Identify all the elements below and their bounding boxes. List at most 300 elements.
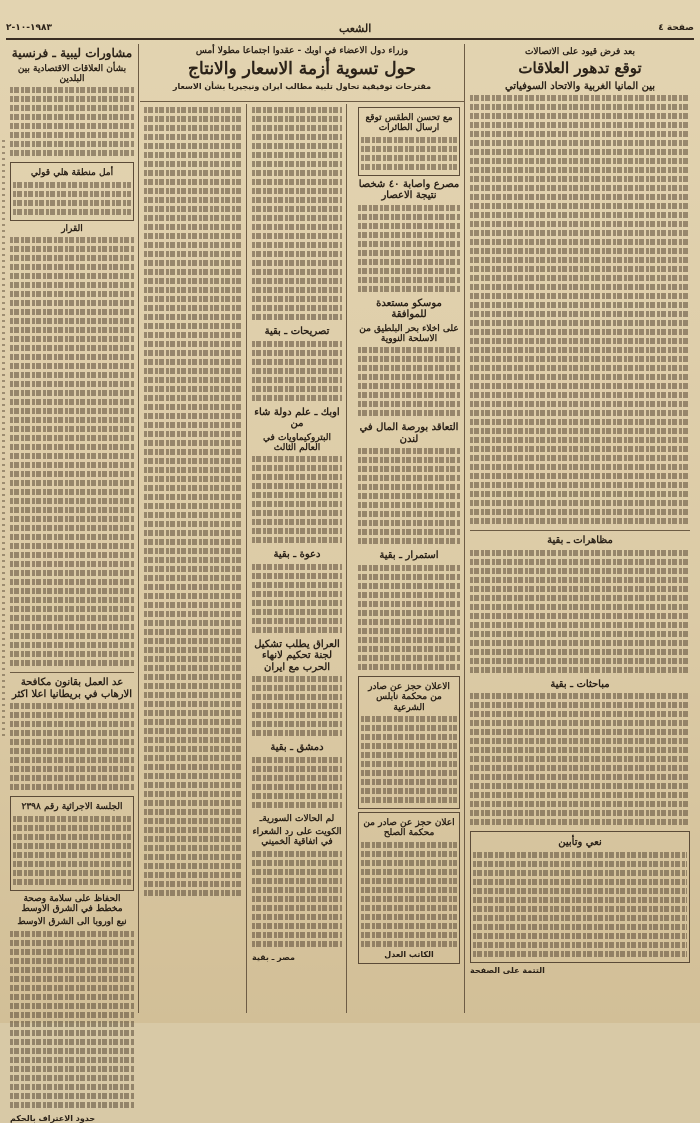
text-line	[144, 593, 242, 599]
text-line	[473, 906, 687, 912]
text-line	[10, 114, 134, 120]
text-line	[252, 676, 342, 682]
text-line	[252, 125, 342, 131]
text-line	[358, 250, 460, 256]
text-line	[10, 561, 134, 567]
text-line	[470, 428, 690, 434]
text-line	[361, 896, 457, 902]
text-line	[10, 516, 134, 522]
text-line	[470, 320, 690, 326]
article-headline: توقع تدهور العلاقات	[518, 59, 642, 78]
text-line	[252, 932, 342, 938]
text-line	[144, 728, 242, 734]
text-line	[144, 197, 242, 203]
text-line	[470, 550, 690, 556]
text-line	[361, 914, 457, 920]
text-line	[144, 251, 242, 257]
text-line	[470, 774, 690, 780]
text-line	[470, 104, 690, 110]
text-line	[470, 801, 690, 807]
text-line	[144, 566, 242, 572]
news-box	[358, 107, 460, 176]
text-line	[361, 851, 457, 857]
text-line	[144, 377, 242, 383]
text-line	[10, 739, 134, 745]
text-line	[144, 215, 242, 221]
article-body	[252, 107, 342, 320]
text-line	[473, 861, 687, 867]
text-line	[252, 188, 342, 194]
text-line	[358, 655, 460, 661]
text-line	[10, 291, 134, 297]
text-line	[144, 584, 242, 590]
text-line	[470, 158, 690, 164]
text-line	[470, 302, 690, 308]
text-line	[470, 167, 690, 173]
text-line	[252, 260, 342, 266]
text-line	[13, 879, 131, 885]
text-line	[10, 435, 134, 441]
text-line	[470, 95, 690, 101]
text-line	[252, 224, 342, 230]
text-line	[252, 519, 342, 525]
text-line	[144, 458, 242, 464]
text-line	[361, 905, 457, 911]
text-line	[10, 1012, 134, 1018]
text-line	[470, 604, 690, 610]
text-line	[358, 241, 460, 247]
text-line	[10, 390, 134, 396]
text-line	[10, 651, 134, 657]
column-rule	[464, 44, 465, 1013]
text-line	[10, 426, 134, 432]
article-body	[470, 693, 690, 825]
text-line	[252, 278, 342, 284]
text-line	[144, 710, 242, 716]
text-line	[10, 931, 134, 937]
article-body	[10, 237, 134, 666]
text-line	[361, 734, 457, 740]
text-line	[470, 482, 690, 488]
text-line	[470, 738, 690, 744]
text-line	[470, 365, 690, 371]
text-line	[361, 932, 457, 938]
text-line	[10, 748, 134, 754]
newspaper-brand: الشعب	[338, 21, 372, 35]
text-line	[470, 347, 690, 353]
article-body	[144, 107, 242, 896]
article-headline: مصرع واصابة ٤٠ شخصا نتيجة الاعصار	[358, 178, 460, 202]
text-line	[470, 577, 690, 583]
text-line	[358, 520, 460, 526]
text-line	[470, 248, 690, 254]
text-line	[10, 949, 134, 955]
article-body	[358, 205, 460, 292]
text-line	[252, 573, 342, 579]
text-line	[144, 665, 242, 671]
text-line	[473, 852, 687, 858]
banner-lead: مقترحات توفيقية تحاول تلبية مطالب ايران ونيجيريا بشأن الاسعار	[172, 82, 432, 91]
text-line	[10, 1039, 134, 1045]
text-line	[144, 395, 242, 401]
text-line	[144, 575, 242, 581]
text-line	[470, 464, 690, 470]
text-line	[144, 719, 242, 725]
text-line	[361, 878, 457, 884]
text-line	[144, 161, 242, 167]
text-line	[470, 194, 690, 200]
text-line	[144, 188, 242, 194]
text-line	[144, 764, 242, 770]
article-body	[252, 564, 342, 633]
text-line	[358, 356, 460, 362]
text-line	[361, 725, 457, 731]
article-body	[252, 757, 342, 808]
text-line	[252, 197, 342, 203]
text-line	[470, 622, 690, 628]
text-line	[473, 870, 687, 876]
text-line	[470, 473, 690, 479]
text-line	[470, 693, 690, 699]
text-line	[144, 503, 242, 509]
text-line	[252, 215, 342, 221]
text-line	[252, 377, 342, 383]
text-line	[144, 260, 242, 266]
text-line	[144, 413, 242, 419]
text-line	[144, 512, 242, 518]
legal-notice	[358, 812, 460, 964]
text-line	[252, 251, 342, 257]
text-line	[470, 311, 690, 317]
text-line	[252, 179, 342, 185]
text-line	[10, 766, 134, 772]
text-line	[144, 674, 242, 680]
text-line	[358, 365, 460, 371]
section-heading: اوبك ـ علم دولة شاء من	[254, 406, 340, 429]
text-line	[144, 890, 242, 896]
text-line	[252, 860, 342, 866]
text-line	[144, 872, 242, 878]
masthead	[6, 18, 694, 40]
text-line	[252, 914, 342, 920]
text-line	[13, 861, 131, 867]
text-line	[13, 816, 131, 822]
text-line	[470, 266, 690, 272]
text-line	[144, 845, 242, 851]
text-line	[10, 597, 134, 603]
text-line	[144, 296, 242, 302]
text-line	[252, 386, 342, 392]
article-kicker: مع تحسن الطقس توقع ارسال الطائرات	[365, 113, 453, 134]
text-line	[252, 314, 342, 320]
column-mid-right	[354, 104, 464, 1015]
text-line	[252, 206, 342, 212]
column-rule	[138, 44, 139, 1013]
text-line	[144, 800, 242, 806]
section-subheading: البتروكيماويات في العالم الثالث	[263, 432, 331, 453]
text-line	[252, 395, 342, 401]
text-line	[144, 440, 242, 446]
text-line	[252, 721, 342, 727]
continued-note: مصر ـ بقية	[252, 952, 295, 962]
text-line	[358, 457, 460, 463]
text-line	[358, 205, 460, 211]
text-line	[358, 277, 460, 283]
text-line	[252, 766, 342, 772]
text-line	[144, 449, 242, 455]
obituary-heading: نعي وتأبين	[558, 837, 602, 849]
text-line	[10, 300, 134, 306]
text-line	[358, 401, 460, 407]
text-line	[10, 552, 134, 558]
legal-notice	[358, 676, 460, 809]
section-heading: عد العمل بقانون مكافحة الارهاب في بريطانيا اعلا اكثر	[11, 677, 133, 700]
text-line	[252, 107, 342, 113]
article-subheadline: بين المانيا الغربية والاتحاد السوفياتي	[504, 80, 656, 92]
text-line	[10, 588, 134, 594]
text-line	[10, 417, 134, 423]
text-line	[10, 96, 134, 102]
text-line	[144, 350, 242, 356]
article-body	[358, 565, 460, 670]
text-line	[358, 466, 460, 472]
text-line	[358, 259, 460, 265]
article-body	[10, 703, 134, 790]
section-heading: استمرار ـ بقية	[379, 550, 439, 562]
article-subheadline: بشأن العلاقات الاقتصادية بين البلدين	[17, 63, 127, 85]
text-line	[10, 721, 134, 727]
text-line	[358, 538, 460, 544]
text-line	[473, 942, 687, 948]
text-line	[358, 637, 460, 643]
text-line	[470, 649, 690, 655]
column-rule	[246, 104, 247, 1013]
banner-kicker: وزراء دول الاعضاء في اوبك - عقدوا اجتماعا مطولا أمس	[195, 46, 409, 56]
text-line	[10, 273, 134, 279]
section-heading: العراق يطلب تشكيل لجنة تحكيم لانهاء الحرب مع ايران	[254, 638, 340, 673]
text-line	[10, 775, 134, 781]
text-line	[10, 354, 134, 360]
banner-headline: حول تسوية أزمة الاسعار والانتاج	[188, 59, 416, 79]
article-body	[358, 347, 460, 416]
text-line	[10, 976, 134, 982]
text-line	[10, 327, 134, 333]
text-line	[144, 539, 242, 545]
text-line	[10, 345, 134, 351]
text-line	[470, 176, 690, 182]
text-line	[252, 712, 342, 718]
text-line	[10, 87, 134, 93]
text-line	[144, 836, 242, 842]
text-line	[144, 170, 242, 176]
text-line	[252, 703, 342, 709]
text-line	[252, 582, 342, 588]
article-body	[470, 550, 690, 673]
text-line	[470, 185, 690, 191]
text-line	[10, 399, 134, 405]
text-line	[10, 150, 134, 156]
text-line	[144, 548, 242, 554]
text-line	[358, 610, 460, 616]
text-line	[10, 534, 134, 540]
text-line	[10, 633, 134, 639]
text-line	[252, 869, 342, 875]
text-line	[10, 967, 134, 973]
text-line	[13, 200, 131, 206]
text-line	[252, 537, 342, 543]
text-line	[358, 619, 460, 625]
text-line	[13, 209, 131, 215]
section-heading: الحفاظ على سلامة وصحة مخطط في الشرق الاوسط	[21, 893, 123, 914]
text-line	[358, 410, 460, 416]
text-line	[252, 609, 342, 615]
notice-heading: الجلسة الاجرائية رقم ٢٣٩٨	[21, 802, 123, 813]
text-line	[10, 703, 134, 709]
text-line	[470, 131, 690, 137]
text-line	[470, 113, 690, 119]
text-line	[470, 747, 690, 753]
text-line	[470, 203, 690, 209]
text-line	[252, 456, 342, 462]
section-subheading: الكويت على رد الشعراء في اتفاقية الخميني	[252, 827, 342, 848]
text-line	[470, 559, 690, 565]
continued-note: حدود الاعتراف بالحكم	[10, 1113, 96, 1123]
text-line	[144, 467, 242, 473]
text-line	[470, 284, 690, 290]
text-line	[470, 122, 690, 128]
text-line	[144, 368, 242, 374]
text-line	[358, 493, 460, 499]
text-line	[10, 1030, 134, 1036]
text-line	[252, 170, 342, 176]
text-line	[10, 660, 134, 666]
text-line	[144, 269, 242, 275]
text-line	[470, 658, 690, 664]
text-line	[144, 701, 242, 707]
section-heading: أمل منطقة هلي قولي	[30, 168, 114, 179]
text-line	[470, 756, 690, 762]
text-line	[10, 543, 134, 549]
text-line	[361, 146, 457, 152]
text-line	[144, 620, 242, 626]
article-body	[10, 931, 134, 1108]
text-line	[470, 595, 690, 601]
text-line	[252, 851, 342, 857]
text-line	[144, 863, 242, 869]
text-line	[470, 640, 690, 646]
text-line	[252, 287, 342, 293]
text-line	[10, 757, 134, 763]
text-line	[10, 246, 134, 252]
section-heading: دعوة ـ بقية	[273, 549, 321, 561]
text-line	[361, 797, 457, 803]
text-line	[13, 834, 131, 840]
text-line	[10, 444, 134, 450]
text-line	[144, 431, 242, 437]
text-line	[10, 141, 134, 147]
text-line	[144, 134, 242, 140]
text-line	[144, 206, 242, 212]
text-line	[13, 182, 131, 188]
text-line	[358, 347, 460, 353]
article-body	[252, 851, 342, 947]
text-line	[252, 784, 342, 790]
text-line	[10, 730, 134, 736]
text-line	[10, 1057, 134, 1063]
article-body	[252, 341, 342, 401]
text-line	[144, 359, 242, 365]
text-line	[473, 897, 687, 903]
text-line	[10, 784, 134, 790]
text-line	[10, 624, 134, 630]
text-line	[470, 230, 690, 236]
text-line	[144, 629, 242, 635]
text-line	[144, 647, 242, 653]
text-line	[252, 474, 342, 480]
text-line	[10, 309, 134, 315]
text-line	[358, 574, 460, 580]
text-line	[144, 755, 242, 761]
notice-signature: الكاتب العدل	[384, 949, 434, 959]
text-line	[10, 498, 134, 504]
text-line	[470, 140, 690, 146]
text-line	[10, 480, 134, 486]
text-line	[358, 529, 460, 535]
text-line	[252, 341, 342, 347]
text-line	[470, 455, 690, 461]
text-line	[144, 683, 242, 689]
text-line	[10, 318, 134, 324]
column-right	[466, 44, 694, 1015]
text-line	[361, 860, 457, 866]
text-line	[358, 223, 460, 229]
section-heading: مظاهرات ـ بقية	[547, 535, 613, 547]
article-body	[358, 448, 460, 544]
text-line	[470, 338, 690, 344]
article-kicker: بعد فرض قيود على الاتصالات	[524, 47, 636, 57]
text-line	[252, 501, 342, 507]
text-line	[10, 381, 134, 387]
text-line	[252, 483, 342, 489]
text-line	[144, 530, 242, 536]
text-line	[361, 788, 457, 794]
text-line	[470, 720, 690, 726]
text-line	[361, 923, 457, 929]
text-line	[144, 773, 242, 779]
text-line	[144, 224, 242, 230]
text-line	[10, 489, 134, 495]
text-line	[252, 161, 342, 167]
text-line	[470, 212, 690, 218]
text-line	[470, 149, 690, 155]
section-heading: تصريحات ـ بقية	[264, 326, 330, 337]
text-line	[470, 329, 690, 335]
text-line	[13, 852, 131, 858]
text-line	[361, 743, 457, 749]
notice-heading: الاعلان حجز عن صادر من محكمة نابلس الشرعية	[368, 681, 450, 713]
section-heading: دمشق ـ بقية	[270, 742, 324, 754]
text-line	[144, 485, 242, 491]
text-line	[144, 809, 242, 815]
text-line	[358, 502, 460, 508]
text-line	[10, 525, 134, 531]
section-heading: لم الحالات السوريةـ	[259, 813, 335, 824]
text-line	[252, 269, 342, 275]
text-line	[144, 143, 242, 149]
text-line	[10, 255, 134, 261]
text-line	[470, 586, 690, 592]
text-line	[470, 711, 690, 717]
